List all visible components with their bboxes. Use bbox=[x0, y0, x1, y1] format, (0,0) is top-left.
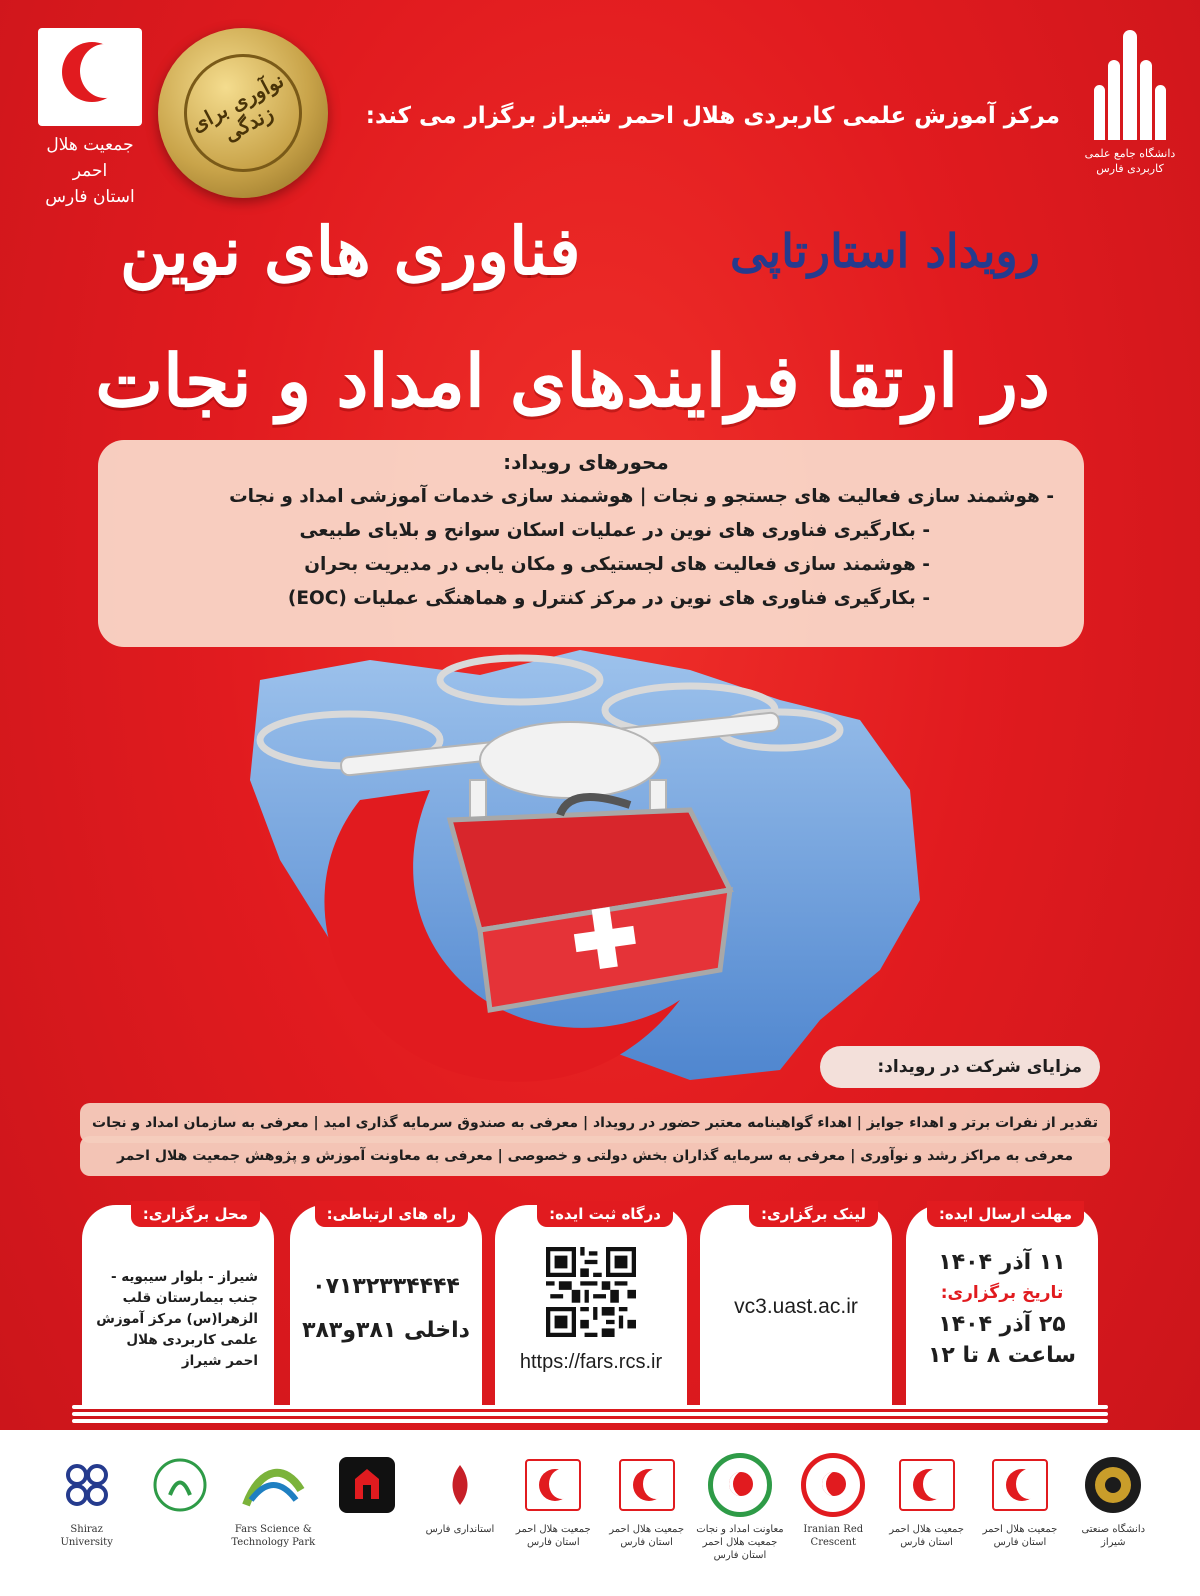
partner-name: جمعیت هلال احمر استان فارس bbox=[889, 1524, 964, 1548]
partner-name: جمعیت هلال احمر استان فارس bbox=[609, 1524, 684, 1548]
red-crescent-icon bbox=[521, 1453, 585, 1517]
iranian-red-crescent-icon bbox=[801, 1453, 865, 1517]
benefits-heading: مزایای شرکت در رویداد: bbox=[820, 1046, 1100, 1088]
event-link[interactable]: vc3.uast.ac.ir bbox=[734, 1295, 858, 1318]
partner-logo bbox=[323, 1453, 411, 1573]
deadline-label: مهلت ارسال ایده: bbox=[927, 1201, 1084, 1227]
benefits-row: معرفی به مراکز رشد و نوآوری | معرفی به سرمایه گذاران بخش دولتی و خصوصی | معرفی به معاونت آموزش و پژوهش جمعیت هلال احمر bbox=[80, 1136, 1110, 1176]
contact-extension: داخلی ۳۸۱و۳۸۳ bbox=[302, 1318, 470, 1343]
benefits-row: تقدیر از نفرات برتر و اهداء جوایز | اهداء گواهینامه معتبر حضور در رویداد | معرفی به صندوق سرمایه گذاری امید | معرفی به سازمان امداد و نجات bbox=[80, 1103, 1110, 1143]
held-hours: ساعت ۸ تا ۱۲ bbox=[927, 1343, 1076, 1368]
contact-phone[interactable]: ۰۷۱۳۲۳۳۴۴۴۴ bbox=[312, 1274, 460, 1299]
deadline-card bbox=[906, 1205, 1098, 1405]
organizer-line: مرکز آموزش علمی کاربردی هلال احمر شیراز برگزار می کند: bbox=[365, 103, 1060, 129]
partner-logo bbox=[603, 1453, 691, 1573]
partner-logo bbox=[976, 1453, 1064, 1573]
topics-box bbox=[98, 440, 1084, 647]
technical-university-icon bbox=[1081, 1453, 1145, 1517]
topics-heading: محورهای رویداد: bbox=[503, 450, 669, 474]
held-date: ۲۵ آذر ۱۴۰۴ bbox=[938, 1312, 1066, 1337]
innovation-seal-icon bbox=[158, 28, 328, 198]
partner-name: دانشگاه صنعتی شیراز bbox=[1081, 1524, 1146, 1548]
partner-name: جمعیت هلال احمر استان فارس bbox=[982, 1524, 1058, 1548]
topic-item: - هوشمند سازی فعالیت های جستجو و نجات | هوشمند سازی خدمات آموزشی امداد و نجات bbox=[229, 486, 1054, 507]
topic-item: - بکارگیری فناوری های نوین در مرکز کنترل و هماهنگی عملیات (EOC) bbox=[287, 588, 930, 609]
registration-label: درگاه ثبت ایده: bbox=[537, 1201, 673, 1227]
drone-illustration bbox=[220, 640, 940, 1100]
partner-logo bbox=[1069, 1453, 1157, 1573]
shiraz-university-icon bbox=[55, 1453, 119, 1517]
title-line-2: در ارتقا فرایندهای امداد و نجات bbox=[95, 338, 1050, 423]
partner-logo bbox=[136, 1453, 224, 1573]
partner-logo bbox=[416, 1453, 504, 1573]
governorate-emblem-icon bbox=[428, 1453, 492, 1517]
red-crescent-icon bbox=[615, 1453, 679, 1517]
health-network-icon bbox=[148, 1453, 212, 1517]
contact-label: راه های ارتباطی: bbox=[315, 1201, 468, 1227]
held-date-label: تاریخ برگزاری: bbox=[940, 1283, 1064, 1303]
venue-address: شیراز - بلوار سیبویه - جنب بیمارستان قلب الزهرا(س) مرکز آموزش علمی کاربردی هلال احمر شیراز bbox=[96, 1269, 258, 1369]
deadline-date: ۱۱ آذر ۱۴۰۴ bbox=[938, 1250, 1066, 1275]
red-crescent-icon bbox=[895, 1453, 959, 1517]
partner-name: Fars Science & Technology Park bbox=[231, 1524, 316, 1548]
partner-name: Shiraz University bbox=[60, 1524, 113, 1548]
venue-label: محل برگزاری: bbox=[131, 1201, 260, 1227]
topic-title: فناوری های نوین bbox=[120, 212, 581, 290]
topic-item: - بکارگیری فناوری های نوین در عملیات اسکان سوانح و بلایای طبیعی bbox=[299, 520, 930, 541]
red-crescent-icon bbox=[38, 28, 142, 126]
registration-card bbox=[495, 1205, 687, 1405]
event-link-label: لینک برگزاری: bbox=[749, 1201, 878, 1227]
topic-item: - هوشمند سازی فعالیت های لجستیکی و مکان یابی در مدیریت بحران bbox=[304, 554, 930, 575]
fire-department-icon bbox=[335, 1453, 399, 1517]
science-park-icon bbox=[241, 1453, 305, 1517]
event-link-card bbox=[700, 1205, 892, 1405]
partner-logo bbox=[229, 1453, 317, 1573]
partner-name: جمعیت هلال احمر استان فارس bbox=[515, 1524, 591, 1548]
partner-name: معاونت امداد و نجات جمعیت هلال احمر استان فارس bbox=[696, 1524, 784, 1561]
event-type-title: رویداد استارتاپی bbox=[729, 224, 1040, 278]
university-logo bbox=[1080, 30, 1180, 210]
rescue-deputy-icon bbox=[708, 1453, 772, 1517]
red-crescent-caption: جمعیت هلال احمر استان فارس bbox=[45, 135, 135, 207]
qr-code-icon[interactable] bbox=[546, 1247, 636, 1337]
first-aid-kit-icon bbox=[450, 797, 730, 1010]
red-crescent-logo bbox=[30, 28, 150, 207]
partner-logo bbox=[883, 1453, 971, 1573]
seal-text: نوآوری برای زندگی bbox=[187, 68, 288, 147]
venue-card bbox=[82, 1205, 274, 1405]
partner-logo bbox=[43, 1453, 131, 1573]
university-caption: دانشگاه جامع علمی کاربردی فارس bbox=[1084, 147, 1176, 175]
registration-link[interactable]: https://fars.rcs.ir bbox=[519, 1351, 663, 1373]
partner-logo bbox=[696, 1453, 784, 1573]
partners-strip bbox=[0, 1430, 1200, 1596]
partner-name: استانداری فارس bbox=[425, 1524, 495, 1535]
title-line-1 bbox=[120, 212, 1040, 290]
partner-name: Iranian Red Crescent bbox=[803, 1524, 864, 1548]
partner-logo bbox=[509, 1453, 597, 1573]
contact-card bbox=[290, 1205, 482, 1405]
partner-logo bbox=[789, 1453, 877, 1573]
topics-list bbox=[118, 480, 1054, 616]
red-crescent-icon bbox=[988, 1453, 1052, 1517]
university-tower-icon bbox=[1090, 30, 1170, 140]
